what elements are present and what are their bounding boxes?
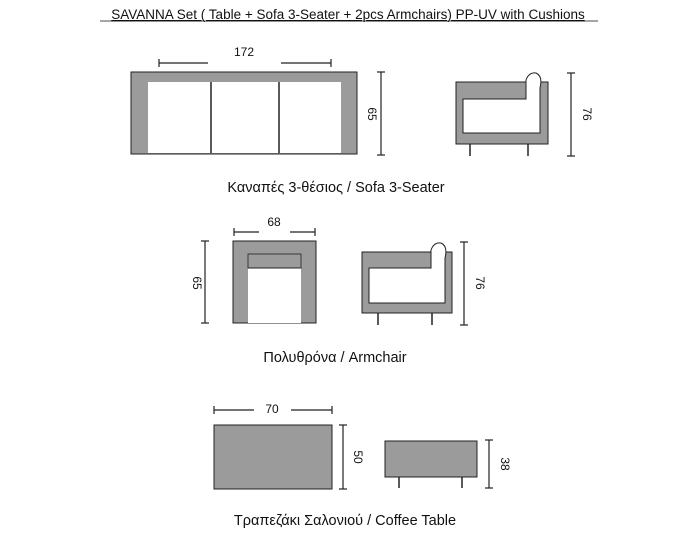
sofa-width-dimension <box>159 45 331 67</box>
table-caption: Τραπεζάκι Σαλονιού / Coffee Table <box>233 513 457 529</box>
sofa-height-label: 76 <box>580 107 594 121</box>
sofa-caption: Καναπές 3-θέσιος / Sofa 3-Seater <box>227 180 445 196</box>
table-width-dimension <box>214 402 332 416</box>
table-top-surface <box>214 425 332 489</box>
armchair-seat-area <box>248 268 301 323</box>
sofa-top-view <box>131 72 357 154</box>
table-side-view <box>385 441 477 488</box>
armchair-depth-label: 65 <box>190 276 204 290</box>
armchair-width-label: 68 <box>267 215 281 229</box>
sofa-depth-label: 65 <box>365 107 379 121</box>
sofa-depth-dimension <box>365 72 385 155</box>
armchair-height-label: 76 <box>473 276 487 290</box>
table-side-frame <box>385 441 477 477</box>
sofa-seat-area <box>148 82 341 153</box>
armchair-side-view <box>362 243 452 325</box>
armchair-height-dimension <box>460 242 487 325</box>
diagram-title: SAVANNA Set ( Table + Sofa 3-Seater + 2pcs Armchairs) PP-UV with Cushions <box>111 7 585 22</box>
sofa-side-view <box>456 73 548 156</box>
armchair-width-dimension <box>234 215 315 236</box>
table-height-dimension <box>485 440 512 488</box>
armchair-caption: Πολυθρόνα / Armchair <box>263 350 407 366</box>
table-width-label: 70 <box>265 402 279 416</box>
armchair-depth-dimension <box>190 241 209 323</box>
armchair-top-view <box>233 241 316 323</box>
table-top-view <box>214 425 332 489</box>
table-depth-label: 50 <box>351 450 365 464</box>
table-height-label: 38 <box>498 457 512 471</box>
sofa-width-label: 172 <box>233 45 255 59</box>
sofa-height-dimension <box>567 73 594 156</box>
table-depth-dimension <box>339 425 365 489</box>
